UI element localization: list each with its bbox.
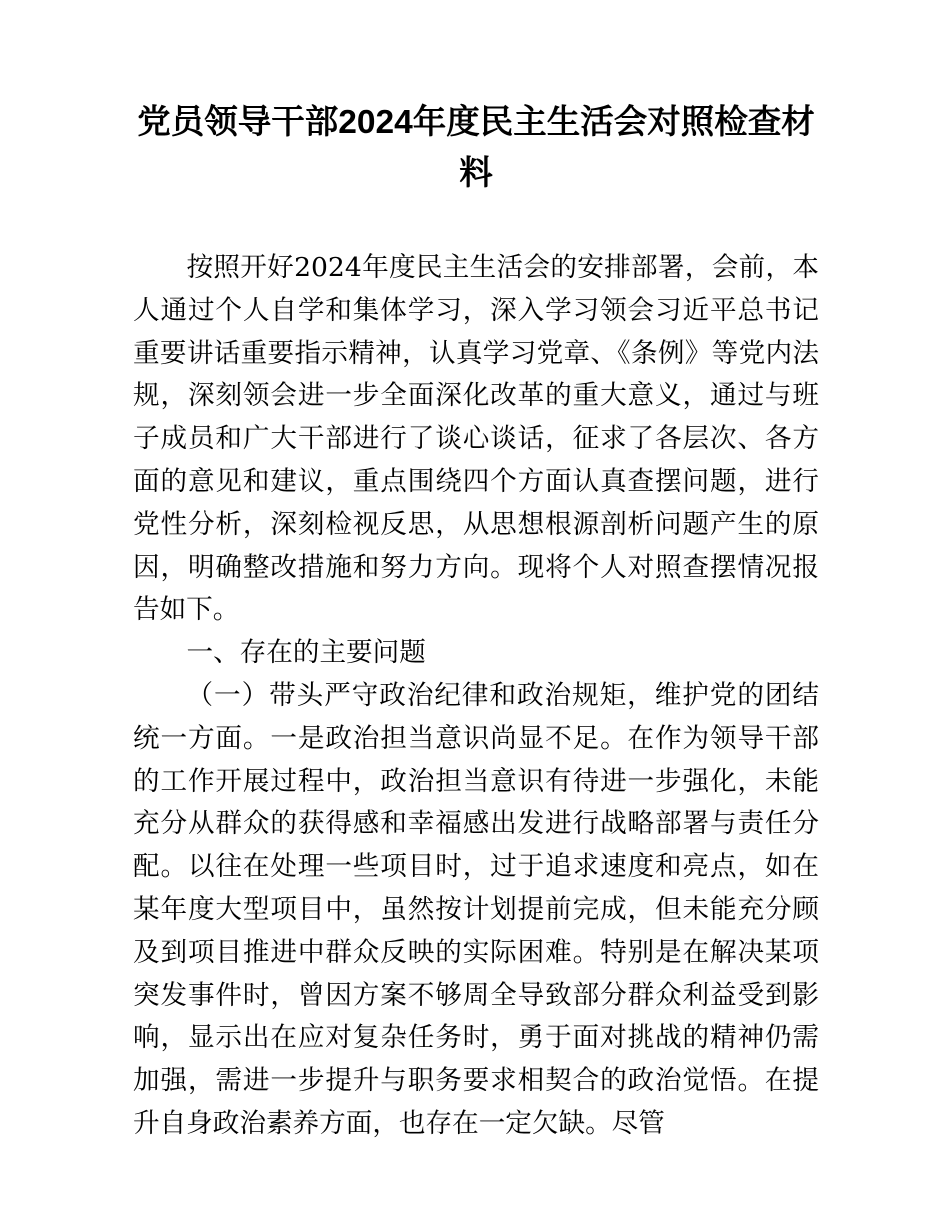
paragraph-intro: 按照开好2024年度民主生活会的安排部署，会前，本人通过个人自学和集体学习，深入学习领会习近平总书记重要讲话重要指示精神，认真学习党章、《条例》等党内法规，深刻领会进一步全面深化改革的重大意义，通过与班子成员和广大干部进行了谈心谈话，征求了各层次、各方面的意见和建议，重点围绕四个方面认真查摆问题，进行党性分析，深刻检视反思，从思想根源剖析问题产生的原因，明确整改措施和努力方向。现将个人对照查摆情况报告如下。 — [133, 252, 819, 626]
paragraph-subsection-one: （一）带头严守政治纪律和政治规矩，维护党的团结统一方面。一是政治担当意识尚显不足。在作为领导干部的工作开展过程中，政治担当意识有待进一步强化，未能充分从群众的获得感和幸福感出发进行战略部署与责任分配。以往在处理一些项目时，过于追求速度和亮点，如在某年度大型项目中，虽然按计划提前完成，但未能充分顾及到项目推进中群众反映的实际困难。特别是在解决某项突发事件时，曾因方案不够周全导致部分群众利益受到影响，显示出在应对复杂任务时，勇于面对挑战的精神仍需加强，需进一步提升与职务要求相契合的政治觉悟。在提升自身政治素养方面，也存在一定欠缺。尽管 — [133, 679, 819, 1139]
page-title: 党员领导干部2024年度民主生活会对照检查材料 — [137, 104, 815, 192]
document-content — [133, 0, 819, 1146]
document-body — [133, 247, 819, 1146]
section-heading-one: 一、存在的主要问题 — [186, 637, 426, 669]
